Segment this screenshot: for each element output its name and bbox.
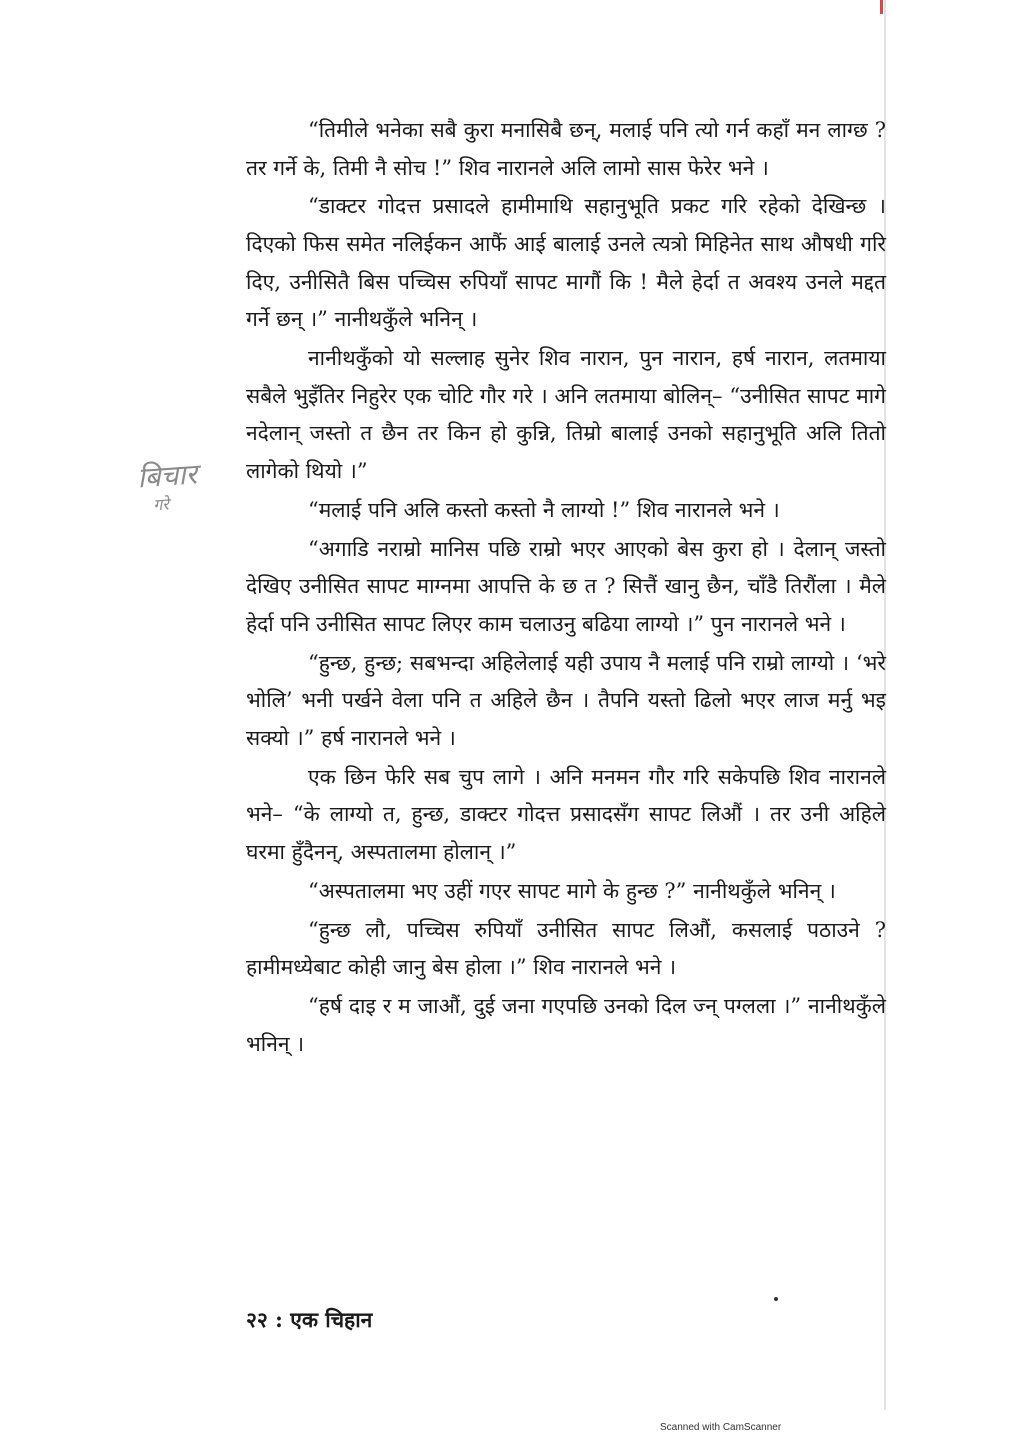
paragraph-7: एक छिन फेरि सब चुप लागे । अनि मनमन गौर गरि सकेपछि शिव नारानले भने– “के लाग्यो त, हुन्छ, डाक्टर गोदत्त प्रसादसँग सापट लिऔं । तर उनी अहिले घरमा हुँदैनन्, अस्पतालमा होलान् ।” — [246, 764, 886, 865]
margin-note-line1: बिचार — [136, 457, 199, 495]
margin-note-line2: गरे — [152, 494, 170, 515]
scanner-credit: Scanned with CamScanner — [660, 1422, 782, 1433]
paragraph-2: “डाक्टर गोदत्त प्रसादले हामीमाथि सहानुभूति प्रकट गरि रहेको देखिन्छ । दिएको फिस समेत नलिईकन आफैं आई बालाई उनले त्यत्रो मिहिनेत साथ औषधी गरि दिए, उनीसितै बिस पच्चिस रुपियाँ सापट मागौं कि ! मैले हेर्दा त अवश्य उनले मद्दत गर्ने छन् ।” नानीथकुँले भनिन् । — [246, 194, 886, 332]
page-footer: २२ : एक चिहान — [246, 1307, 373, 1332]
red-ink-mark — [880, 0, 883, 14]
paragraph-8: “अस्पतालमा भए उहीं गएर सापट मागे के हुन्छ ?” नानीथकुँले भनिन् । — [308, 878, 836, 903]
paragraph-3: नानीथकुँको यो सल्लाह सुनेर शिव नारान, पुन नारान, हर्ष नारान, लतमाया सबैले भुइँतिर निहुरेर एक चोटि गौर गरे । अनि लतमाया बोलिन्– “उनीसित सापट मागे नदेलान् जस्तो त छैन तर किन हो कुन्नि, तिम्रो बालाई उनको सहानुभूति अलि तितो लागेको थियो ।” — [246, 346, 886, 483]
paragraph-5: “अगाडि नराम्रो मानिस पछि राम्रो भएर आएको बेस कुरा हो । देलान् जस्तो देखिए उनीसित सापट माग्नमा आपत्ति के छ त ? सित्तैं खानु छैन, चाँडै तिरौंला । मैले हेर्दा पनि उनीसित सापट लिएर काम चलाउनु बढिया लाग्यो ।” पुन नारानले भने । — [246, 536, 886, 636]
paragraph-9: “हुन्छ लौ, पच्चिस रुपियाँ उनीसित सापट लिऔं, कसलाई पठाउने ? हामीमध्येबाट कोही जानु बेस होला ।” शिव नारानले भने । — [246, 917, 886, 980]
handwritten-margin-note — [136, 455, 240, 518]
paragraph-1: “तिमीले भनेका सबै कुरा मनासिबै छन्, मलाई पनि त्यो गर्न कहाँ मन लाग्छ ? तर गर्ने के, तिमी नै सोच !” शिव नारानले अलि लामो सास फेरेर भने । — [246, 118, 886, 180]
ink-speck — [774, 1297, 778, 1301]
paragraph-10: “हर्ष दाइ र म जाऔं, दुई जना गएपछि उनको दिल ज्न् पग्लला ।” नानीथकुँले भनिन् । — [246, 994, 886, 1056]
paragraph-6: “हुन्छ, हुन्छ; सबभन्दा अहिलेलाई यही उपाय नै मलाई पनि राम्रो लाग्यो । ‘भरे भोलि’ भनी पर्खने वेला पनि त अहिले छैन । तैपनि यस्तो ढिलो भएर लाज मर्नु भइ सक्यो ।” हर्ष नारानले भने । — [246, 650, 886, 750]
paragraph-4: “मलाई पनि अलि कस्तो कस्तो नै लाग्यो !” शिव नारानले भने । — [308, 497, 780, 522]
body-text — [246, 112, 886, 1065]
